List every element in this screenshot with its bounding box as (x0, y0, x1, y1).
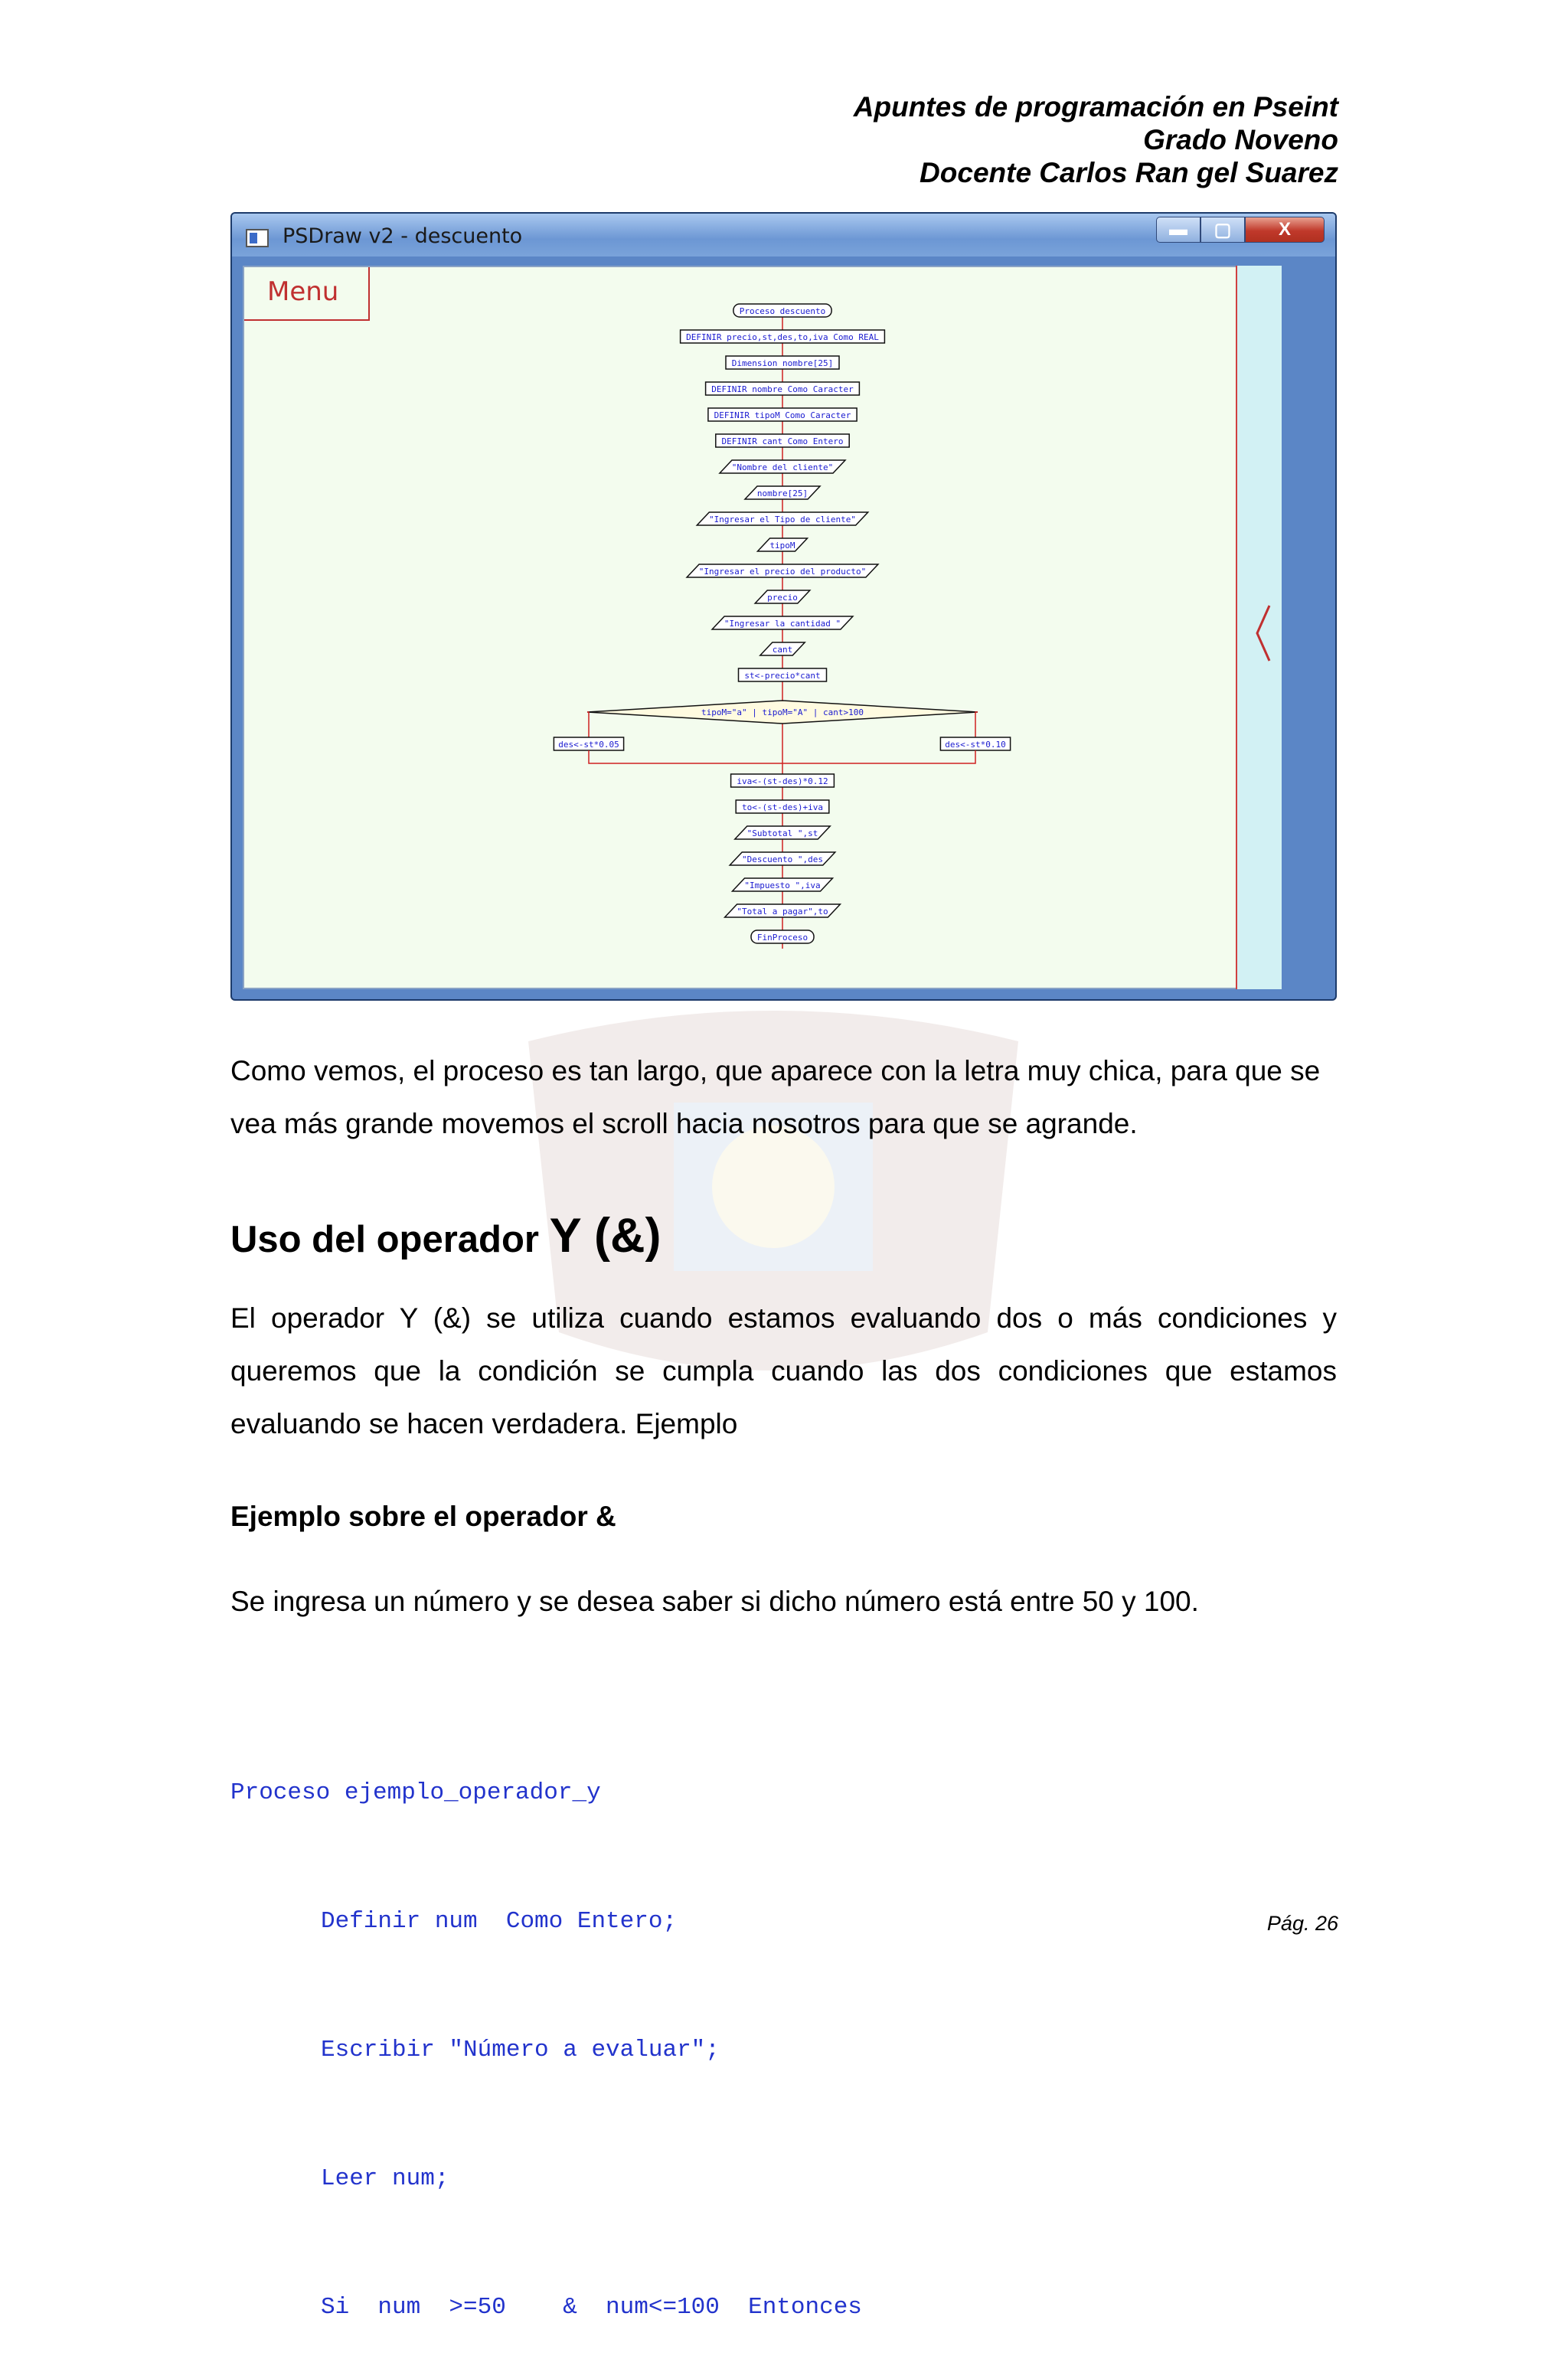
section-heading (230, 1208, 661, 1263)
code-line: Proceso ejemplo_operador_y (230, 1779, 601, 1806)
flowchart (244, 267, 1240, 991)
flow-label: "Impuesto ",iva (744, 881, 821, 890)
code-line: Escribir "Número a evaluar"; (321, 2037, 720, 2063)
flow-label: "Subtotal ",st (746, 828, 818, 838)
flow-label: cant (772, 645, 793, 655)
flow-label: "Ingresar la cantidad " (724, 619, 841, 629)
flow-label: DEFINIR tipoM Como Caracter (714, 410, 851, 420)
flow-label: iva<-(st-des)*0.12 (737, 776, 828, 786)
flow-label: DEFINIR precio,st,des,to,iva Como REAL (686, 332, 879, 342)
psdraw-window (230, 212, 1337, 1001)
paragraph-example-statement: Se ingresa un número y se desea saber si dicho número está entre 50 y 100. (230, 1586, 1199, 1617)
flow-label: st<-precio*cant (744, 671, 821, 681)
page-number: Pág. 26 (1266, 1912, 1338, 1935)
flow-connector (587, 712, 589, 737)
app-icon (246, 229, 269, 247)
flow-label: nombre[25] (756, 488, 808, 498)
flow-label: "Nombre del cliente" (731, 462, 834, 472)
paragraph-scroll-note: Como vemos, el proceso es tan largo, que aparece con la letra muy chica, para que se vea más grande movemos el scroll hacia nosotros para que se agrande. (230, 1055, 1321, 1139)
flow-label: tipoM="a" | tipoM="A" | cant>100 (701, 707, 864, 717)
flow-label: tipoM (769, 541, 795, 551)
paragraph-operator-explanation: El operador Y (&) se utiliza cuando estamos evaluando dos o más condiciones y queremos que la condición se cumpla cuando las dos condiciones que estamos evaluando se hacen verdadera. Ejemplo (230, 1302, 1337, 1439)
flow-label: DEFINIR cant Como Entero (721, 436, 844, 446)
example-heading: Ejemplo sobre el operador & (230, 1501, 616, 1532)
heading-symbol: Y (&) (549, 1209, 662, 1263)
minimize-button[interactable]: ▬ (1156, 217, 1200, 243)
side-panel[interactable] (1236, 266, 1282, 989)
flow-label: precio (767, 593, 798, 603)
flow-label: "Ingresar el Tipo de cliente" (708, 515, 857, 524)
window-controls (1156, 217, 1325, 244)
header-grade: Grado Noveno (1143, 124, 1338, 155)
flow-label: des<-st*0.10 (945, 740, 1006, 750)
canvas-area[interactable] (243, 266, 1282, 989)
maximize-button[interactable]: ▢ (1200, 217, 1245, 243)
window-titlebar[interactable] (232, 214, 1335, 256)
document-header (854, 90, 1338, 189)
code-block (230, 1686, 862, 2372)
menu-button[interactable]: Menu (244, 267, 370, 321)
close-button[interactable]: X (1245, 217, 1325, 243)
flow-label: DEFINIR nombre Como Caracter (711, 384, 854, 394)
flow-label: "Total a pagar",to (737, 907, 828, 916)
flow-label: "Descuento ",des (742, 854, 823, 864)
header-title: Apuntes de programación en Pseint (853, 91, 1338, 123)
flow-label: FinProceso (756, 933, 808, 943)
window-title: PSDraw v2 - descuento (283, 224, 523, 248)
chevron-left-icon[interactable] (1254, 603, 1272, 664)
flow-label: des<-st*0.05 (558, 740, 619, 750)
header-teacher: Docente Carlos Ran gel Suarez (920, 157, 1338, 188)
flow-connector (975, 712, 978, 737)
heading-text: Uso del operador (230, 1219, 550, 1260)
flow-label: "Ingresar el precio del producto" (698, 567, 867, 577)
flow-label: to<-(st-des)+iva (742, 802, 823, 812)
code-line: Definir num Como Entero; (321, 1908, 678, 1935)
code-line: Leer num; (321, 2165, 449, 2192)
flow-label: Dimension nombre[25] (731, 358, 834, 368)
flow-label: Proceso descuento (739, 306, 826, 316)
code-line: Si num >=50 & num<=100 Entonces (321, 2294, 862, 2321)
